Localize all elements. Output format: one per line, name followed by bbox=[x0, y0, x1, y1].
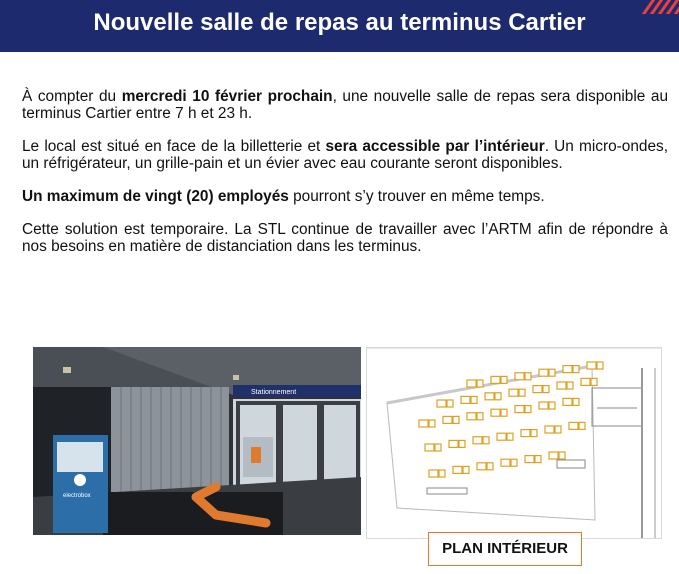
plan-table bbox=[491, 376, 500, 383]
paragraph-date: À compter du mercredi 10 février prochain, une nouvelle salle de repas sera disponible au terminus Cartier entre 7 h et 23 h. bbox=[22, 88, 669, 122]
plan-table bbox=[449, 440, 458, 447]
plan-table bbox=[443, 416, 452, 423]
paragraph-temporary: Cette solution est temporaire. La STL continue de travailler avec l’ARTM afin de répondre à nos besoins en matière de distanciation dans les terminus. bbox=[22, 221, 668, 255]
plan-table bbox=[587, 362, 596, 369]
plan-chair bbox=[435, 444, 441, 451]
plan-table bbox=[461, 396, 470, 403]
kiosk-brand-text: electrobox bbox=[63, 493, 91, 499]
plan-table bbox=[485, 393, 494, 400]
plan-chair bbox=[507, 433, 513, 440]
plan-table bbox=[549, 452, 558, 459]
plan-chair bbox=[487, 463, 493, 470]
paragraph-location: Le local est situé en face de la billetterie et sera accessible par l’intérieur. Un micro-ondes, un réfrigérateur, un grille-pain et un évier avec eau courante seront disponibles. bbox=[22, 138, 668, 172]
plan-chair bbox=[439, 470, 445, 477]
plan-chair bbox=[573, 366, 579, 373]
plan-table bbox=[569, 422, 578, 429]
plan-chair bbox=[453, 416, 459, 423]
plan-chair bbox=[463, 466, 469, 473]
plan-chair bbox=[477, 380, 483, 387]
plan-chair bbox=[447, 400, 453, 407]
floor-plan bbox=[366, 347, 662, 539]
plan-table bbox=[467, 413, 476, 420]
plan-chair bbox=[549, 402, 555, 409]
plan-chair bbox=[471, 396, 477, 403]
header-banner bbox=[0, 0, 679, 52]
terminal-photo bbox=[33, 347, 361, 535]
plan-table bbox=[581, 378, 590, 385]
plan-chair bbox=[535, 456, 541, 463]
plan-chair bbox=[429, 420, 435, 427]
plan-chair bbox=[579, 422, 585, 429]
plan-table bbox=[545, 426, 554, 433]
station-sign-text: Stationnement bbox=[251, 389, 297, 396]
plan-table bbox=[533, 386, 542, 393]
plan-table bbox=[515, 406, 524, 413]
page-title: Nouvelle salle de repas au terminus Cartier bbox=[93, 9, 586, 36]
decorative-stripes bbox=[639, 0, 679, 14]
plan-chair bbox=[459, 440, 465, 447]
plan-table bbox=[501, 459, 510, 466]
plan-chair bbox=[511, 459, 517, 466]
plan-table bbox=[491, 409, 500, 416]
plan-table bbox=[497, 433, 506, 440]
notice-body bbox=[22, 88, 668, 271]
plan-table bbox=[477, 463, 486, 470]
plan-chair bbox=[483, 437, 489, 444]
plan-chair bbox=[477, 413, 483, 420]
plan-chair bbox=[543, 386, 549, 393]
plan-table bbox=[521, 430, 530, 437]
terminal-photo-illustration bbox=[33, 347, 361, 535]
plan-table bbox=[453, 466, 462, 473]
plan-chair bbox=[519, 389, 525, 396]
plan-caption: PLAN INTÉRIEUR bbox=[428, 532, 582, 566]
plan-chair bbox=[591, 378, 597, 385]
plan-table bbox=[509, 389, 518, 396]
plan-chair bbox=[573, 398, 579, 405]
plan-chair bbox=[597, 362, 603, 369]
plan-table bbox=[515, 373, 524, 380]
plan-chair bbox=[555, 426, 561, 433]
plan-table bbox=[437, 400, 446, 407]
plan-table bbox=[563, 366, 572, 373]
plan-table bbox=[563, 398, 572, 405]
plan-table bbox=[539, 402, 548, 409]
paragraph-capacity: Un maximum de vingt (20) employés pourront s’y trouver en même temps. bbox=[22, 188, 545, 205]
floor-plan-drawing bbox=[367, 348, 661, 538]
plan-chair bbox=[559, 452, 565, 459]
plan-chair bbox=[549, 369, 555, 376]
plan-table bbox=[539, 369, 548, 376]
plan-table bbox=[419, 420, 428, 427]
plan-table bbox=[425, 444, 434, 451]
plan-table bbox=[467, 380, 476, 387]
plan-chair bbox=[495, 393, 501, 400]
plan-chair bbox=[525, 406, 531, 413]
plan-table bbox=[473, 437, 482, 444]
plan-table bbox=[429, 470, 438, 477]
plan-chair bbox=[531, 430, 537, 437]
plan-chair bbox=[501, 376, 507, 383]
plan-chair bbox=[525, 373, 531, 380]
plan-chair bbox=[567, 382, 573, 389]
plan-chair bbox=[501, 409, 507, 416]
plan-table bbox=[557, 382, 566, 389]
plan-table bbox=[525, 456, 534, 463]
